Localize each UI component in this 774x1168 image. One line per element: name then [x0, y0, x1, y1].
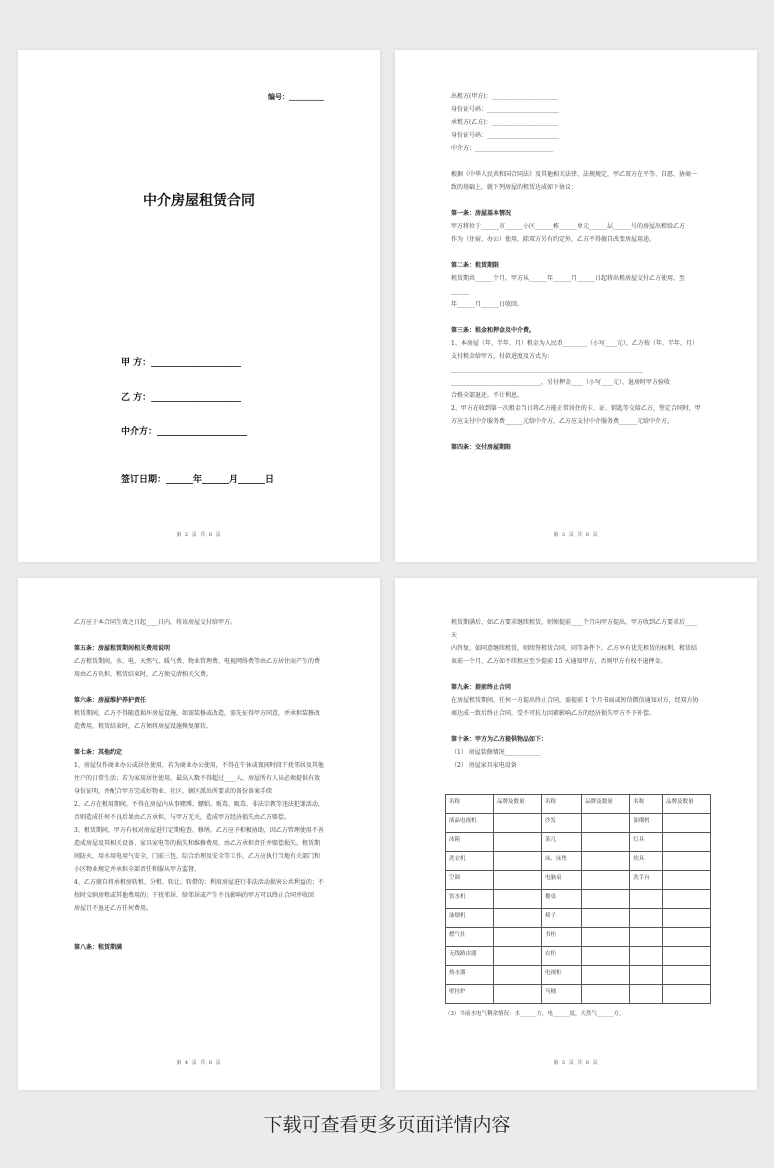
- page-footer: 第 5 页 共 6 页: [553, 1060, 599, 1066]
- section-line: 作为（住宿、办公）使用，除双方另有约定外，乙方不得擅自改变房屋用途。: [451, 236, 656, 243]
- table-cell: 椅子: [541, 909, 581, 928]
- remaining-utilities-line: （3）当前水电气剩余情况：水______方，电______度，天然气______方。: [445, 1011, 625, 1017]
- table-row: [446, 814, 711, 833]
- table-cell: [630, 947, 663, 966]
- page-footer: 第 3 页 共 6 页: [553, 532, 599, 538]
- section-line: 房屋且不退还乙方任何费用。: [74, 905, 153, 912]
- section-line: 造费用，租赁结束时，乙方须将房屋设施恢复原状。: [74, 723, 213, 730]
- section-line: 住户的日常生活；若为家用居住使用，最高人数不得超过____人，房屋所有人员必须提供有效: [74, 775, 321, 782]
- table-cell: [630, 928, 663, 947]
- table-cell: 饮水机: [446, 890, 494, 909]
- section-title: 第七条：其他约定: [74, 749, 123, 756]
- list-item: （2） 房屋家具家电设备: [451, 762, 517, 769]
- table-cell: 沙发: [541, 814, 581, 833]
- table-cell: [662, 928, 710, 947]
- furniture-table-wrap: [445, 794, 711, 1017]
- field-landlord-id: 身份证号码：________________________: [451, 106, 560, 113]
- table-cell: [662, 966, 710, 985]
- section-title: 第五条：房屋租赁期间相关费用说明: [74, 645, 171, 652]
- download-caption: 下载可查看更多页面详情内容: [263, 1114, 511, 1136]
- table-cell: [582, 833, 630, 852]
- table-header-row: [446, 795, 711, 814]
- table-cell: 灯具: [630, 833, 663, 852]
- table-cell: [582, 871, 630, 890]
- table-header-cell: 名称: [630, 795, 663, 814]
- table-cell: 油烟机: [446, 909, 494, 928]
- table-cell: [493, 985, 541, 1004]
- contract-page-terms-3: [395, 578, 757, 1090]
- table-cell: 壁挂炉: [446, 985, 494, 1004]
- section-line: 内答复。如同意继续租赁，则续签租赁合同，同等条件下，乙方享有优先租赁的权利，租赁结: [451, 645, 698, 652]
- section-title: 第九条：提前终止合同: [451, 684, 512, 691]
- table-cell: [582, 928, 630, 947]
- table-header-cell: 品牌及数量: [662, 795, 710, 814]
- section-title: 第十条：甲方为乙方提供物品如下：: [451, 736, 548, 743]
- party-b-line: 乙 方：____________________: [121, 393, 242, 403]
- table-cell: [662, 852, 710, 871]
- table-cell: [493, 833, 541, 852]
- section-line: 租赁期满后，如乙方要求继续租赁，则须提前____个月向甲方提出，甲方收到乙方要求后____天: [451, 619, 698, 639]
- agent-line: 中介方：____________________: [121, 427, 248, 437]
- table-cell: [493, 871, 541, 890]
- table-header-cell: 名称: [541, 795, 581, 814]
- table-cell: [662, 833, 710, 852]
- table-cell: [582, 890, 630, 909]
- section-line: ______________________________，另付押金____（小写____元），退房时甲方验收: [451, 379, 671, 386]
- contract-page-cover: [18, 50, 380, 562]
- section-line: 用由乙方负担，租赁结束时，乙方须交清相关欠费。: [74, 671, 213, 678]
- table-cell: 书柜: [541, 928, 581, 947]
- section-line: 支付租金给甲方，付款进度及方式为：: [451, 353, 554, 360]
- table-cell: 炊具: [630, 852, 663, 871]
- table-cell: [493, 947, 541, 966]
- contract-number-label: 编号：__________: [268, 92, 324, 101]
- terms-block: [74, 616, 324, 954]
- section-line: 2、甲方在收到第一次租金当日将乙方能正常居住的卡、证、钥匙等交给乙方，签定合同时，甲: [451, 405, 701, 412]
- table-cell: [493, 852, 541, 871]
- section-line: ________________________________________________________________: [451, 366, 643, 373]
- contract-page-terms-1: [395, 50, 757, 562]
- table-row: [446, 871, 711, 890]
- section-line: 合格全部退还，不计利息。: [451, 392, 524, 399]
- table-cell: 油烟机: [630, 814, 663, 833]
- table-header-cell: 品牌及数量: [493, 795, 541, 814]
- table-header-cell: 名称: [446, 795, 494, 814]
- table-cell: [493, 909, 541, 928]
- section-line: 3、租赁期间，甲方有权对房屋进行定期检查、修缮，乙方应予积极协助，因乙方管理使用不善: [74, 827, 324, 834]
- table-cell: [582, 814, 630, 833]
- section-line: 商达成一致后终止合同，受不可抗力因素影响乙方的经济损失甲方不予补偿。: [451, 710, 656, 717]
- table-cell: [582, 909, 630, 928]
- table-row: [446, 890, 711, 909]
- table-cell: 洗手台: [630, 871, 663, 890]
- table-row: [446, 985, 711, 1004]
- page-footer: 第 4 页 共 6 页: [176, 1060, 222, 1066]
- table-cell: 马桶: [541, 985, 581, 1004]
- table-row: [446, 966, 711, 985]
- table-cell: [662, 947, 710, 966]
- table-cell: [630, 890, 663, 909]
- section-title: 第八条：租赁期满: [74, 944, 123, 951]
- section-line: 甲方将位于______市______小区______栋______单元______层______号的房屋出租给乙方: [451, 223, 686, 230]
- table-row: [446, 909, 711, 928]
- terms-block: [451, 616, 701, 772]
- table-cell: [630, 909, 663, 928]
- table-cell: 衣柜: [541, 947, 581, 966]
- section-line: 小区物业规定并承担全部责任和服从甲方监督。: [74, 866, 201, 873]
- section-line: 束前一个月，乙方如不续租应至少提前 15 天通知甲方，否则甲方有权不退押金。: [451, 658, 667, 665]
- section-line: 2、乙方在租用期间，不得在房屋内从事赌博、嫖娼、贩毒、吸毒、非法宗教等违法犯罪活动，: [74, 801, 324, 808]
- table-cell: [582, 985, 630, 1004]
- section-line: 租赁期共______个月，甲方从______年______月______日起将出租房屋交付乙方使用，至______: [451, 275, 686, 295]
- section-line: 身份证明，并配合甲方完成好物业、社区、辖区派出所要求的备份备案手续: [74, 788, 273, 795]
- section-line: 租赁期间，乙方不得随意损坏房屋设施，如需装修或改造，需先征得甲方同意，并承担装修改: [74, 710, 321, 717]
- table-cell: 燃气灶: [446, 928, 494, 947]
- table-cell: [662, 871, 710, 890]
- table-cell: 无线路由器: [446, 947, 494, 966]
- section-title: 第三条：租金和押金及中介费。: [451, 327, 536, 334]
- contract-title: 中介房屋租赁合同: [143, 193, 255, 209]
- table-cell: [582, 852, 630, 871]
- table-cell: 空调: [446, 871, 494, 890]
- table-cell: [493, 928, 541, 947]
- table-cell: [662, 909, 710, 928]
- section-line: 在房屋租赁期间，任何一方提出终止合同，需提前 1 个月书面或短信微信通知对方，经双方协: [451, 697, 699, 704]
- field-tenant-id: 身份证号码：________________________: [451, 132, 560, 139]
- section-title: 第二条：租赁期限: [451, 262, 500, 269]
- table-cell: 冰箱: [446, 833, 494, 852]
- table-header-cell: 品牌及数量: [582, 795, 630, 814]
- table-cell: 茶几: [541, 833, 581, 852]
- page-footer: 第 2 页 共 6 页: [176, 532, 222, 538]
- section-line: 乙方应于本合同生效之日起____日内，将该房屋交付给甲方。: [74, 619, 237, 626]
- list-item: （1） 房屋装修情况____________: [451, 749, 541, 756]
- field-tenant: 承租方(乙方)：______________________: [451, 119, 558, 126]
- table-cell: [582, 966, 630, 985]
- table-cell: [630, 966, 663, 985]
- table-cell: [662, 890, 710, 909]
- table-cell: [662, 814, 710, 833]
- table-cell: [493, 814, 541, 833]
- sign-date-line: 签订日期：______年______月______日: [121, 475, 275, 485]
- intro-line: 致的基础上，就下列房屋的租赁达成如下协议：: [451, 184, 578, 191]
- contract-page-terms-2: [18, 578, 380, 1090]
- section-line: 乙方租赁期间，水、电、天然气、暖气费、物业管理费、电视网络费等由乙方居住而产生的费: [74, 658, 321, 665]
- intro-line: 根据《中华人民共和国合同法》及其他相关法律、法规规定，甲乙双方在平等、自愿、协商一: [451, 171, 698, 178]
- table-row: [446, 928, 711, 947]
- section-line: 间防火、用水用电用气安全，门前三包，综合治理及安全等工作，乙方应执行当地有关部门和: [74, 853, 321, 860]
- section-line: 造成房屋及其相关设备、家具家电等的损失和维修费用，由乙方承担责任并赔偿损失。租赁期: [74, 840, 321, 847]
- table-cell: [493, 966, 541, 985]
- table-cell: [662, 985, 710, 1004]
- table-row: [446, 833, 711, 852]
- section-line: 年______月______日收回。: [451, 301, 524, 308]
- field-landlord: 出租方(甲方)：______________________: [451, 93, 558, 100]
- table-row: [446, 852, 711, 871]
- table-cell: 床、床垫: [541, 852, 581, 871]
- table-cell: 洗衣机: [446, 852, 494, 871]
- intro-paragraph: [451, 168, 701, 194]
- table-cell: 液晶电视机: [446, 814, 494, 833]
- table-cell: 电视柜: [541, 966, 581, 985]
- section-title: 第六条：房屋维护养护责任: [74, 697, 147, 704]
- section-title: 第一条：房屋基本情况: [451, 210, 512, 217]
- section-line: 1、房屋仅作商业办公或居住使用，若为商业办公使用，不得在午休或夜间时段干扰邻居及其他: [74, 762, 324, 769]
- section-line: 按时交纳房租或其他费用的；干扰邻居、给邻居或产生不良影响的甲方可以终止合同并收回: [74, 892, 315, 899]
- field-agent: 中介方：__________________________: [451, 145, 554, 152]
- table-row: [446, 947, 711, 966]
- table-cell: [582, 947, 630, 966]
- terms-block: [451, 90, 701, 454]
- section-line: 方应支付中介服务费______元给中介方，乙方应支付中介服务费______元给中介方。: [451, 418, 674, 425]
- section-line: 1、本房屋（年、半年、月）租金为人民币________（小写____元），乙方按（年、半年、月）: [451, 340, 698, 347]
- table-cell: 餐桌: [541, 890, 581, 909]
- section-line: 否则造成任何不良后果由乙方承担，与甲方无关，造成甲方经济损失由乙方赔偿。: [74, 814, 291, 821]
- section-title: 第四条：交付房屋期限: [451, 444, 512, 451]
- table-cell: 热水器: [446, 966, 494, 985]
- section-line: 4、乙方擅自将承租房转租、分租、转让、转借的；利用房屋进行非法活动损害公共利益的；不: [74, 879, 324, 886]
- table-cell: 电脑桌: [541, 871, 581, 890]
- furniture-table: [445, 794, 711, 1004]
- table-cell: [630, 985, 663, 1004]
- table-cell: [493, 890, 541, 909]
- party-a-line: 甲 方：____________________: [121, 358, 242, 368]
